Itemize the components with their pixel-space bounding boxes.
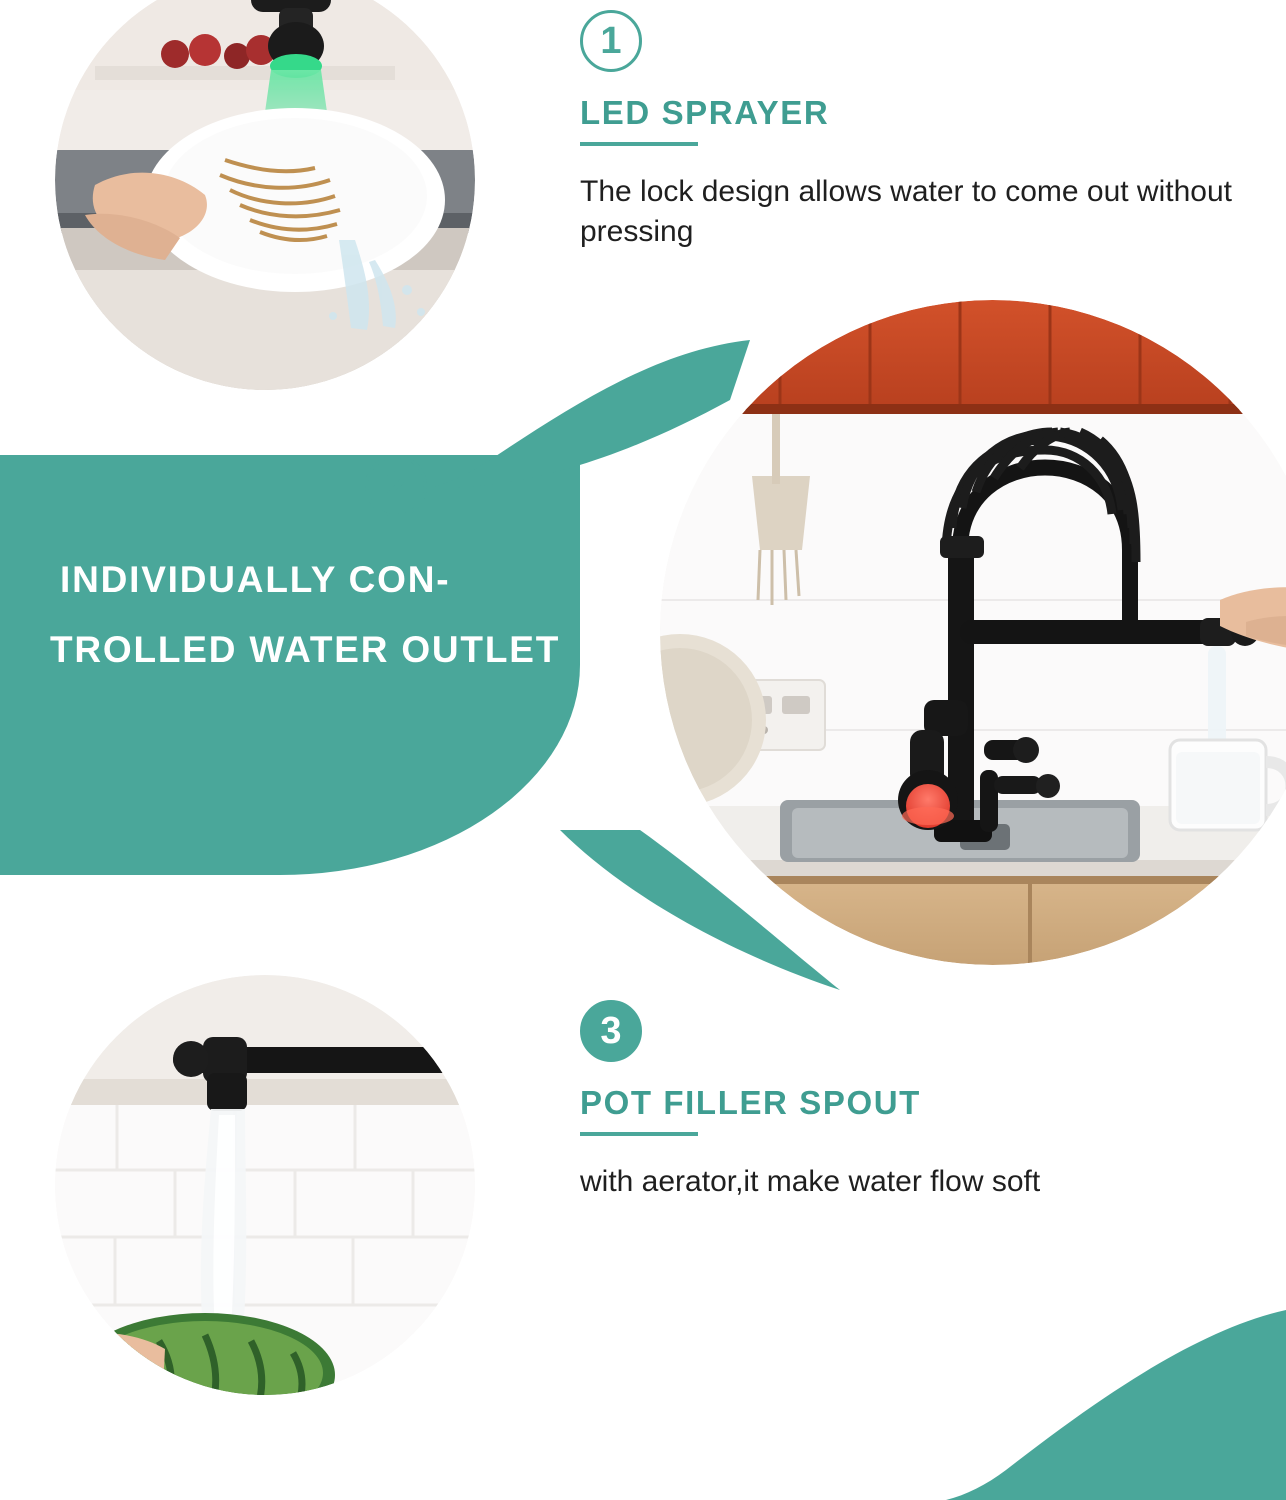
feature-3-title: POT FILLER SPOUT	[580, 1084, 921, 1121]
feature-1-title-underline	[580, 142, 698, 146]
feature-3-number-badge	[580, 1000, 642, 1062]
feature-block-1	[580, 10, 1240, 251]
teal-corner-decoration	[946, 1310, 1286, 1500]
feature-1-number-badge	[580, 10, 642, 72]
feature-2-title	[50, 545, 580, 686]
feature-1-body: The lock design allows water to come out without pressing	[580, 175, 1232, 248]
feature-2-title-line-1: INDIVIDUALLY CON-	[60, 559, 451, 600]
image-led-sprayer-dish	[55, 0, 475, 390]
image-pot-filler-spout	[55, 975, 475, 1395]
feature-2-number: 2	[385, 464, 407, 507]
feature-block-3	[580, 1000, 1040, 1202]
feature-3-number: 3	[600, 1009, 622, 1052]
feature-block-2	[50, 455, 580, 686]
feature-3-body: with aerator,it make water flow soft	[580, 1165, 1041, 1198]
feature-1-number: 1	[600, 19, 622, 62]
feature-2-title-line-2: TROLLED WATER OUTLET	[50, 629, 561, 671]
feature-1-title: LED SPRAYER	[580, 94, 830, 131]
feature-3-title-underline	[580, 1132, 698, 1136]
feature-2-number-badge	[365, 455, 427, 517]
